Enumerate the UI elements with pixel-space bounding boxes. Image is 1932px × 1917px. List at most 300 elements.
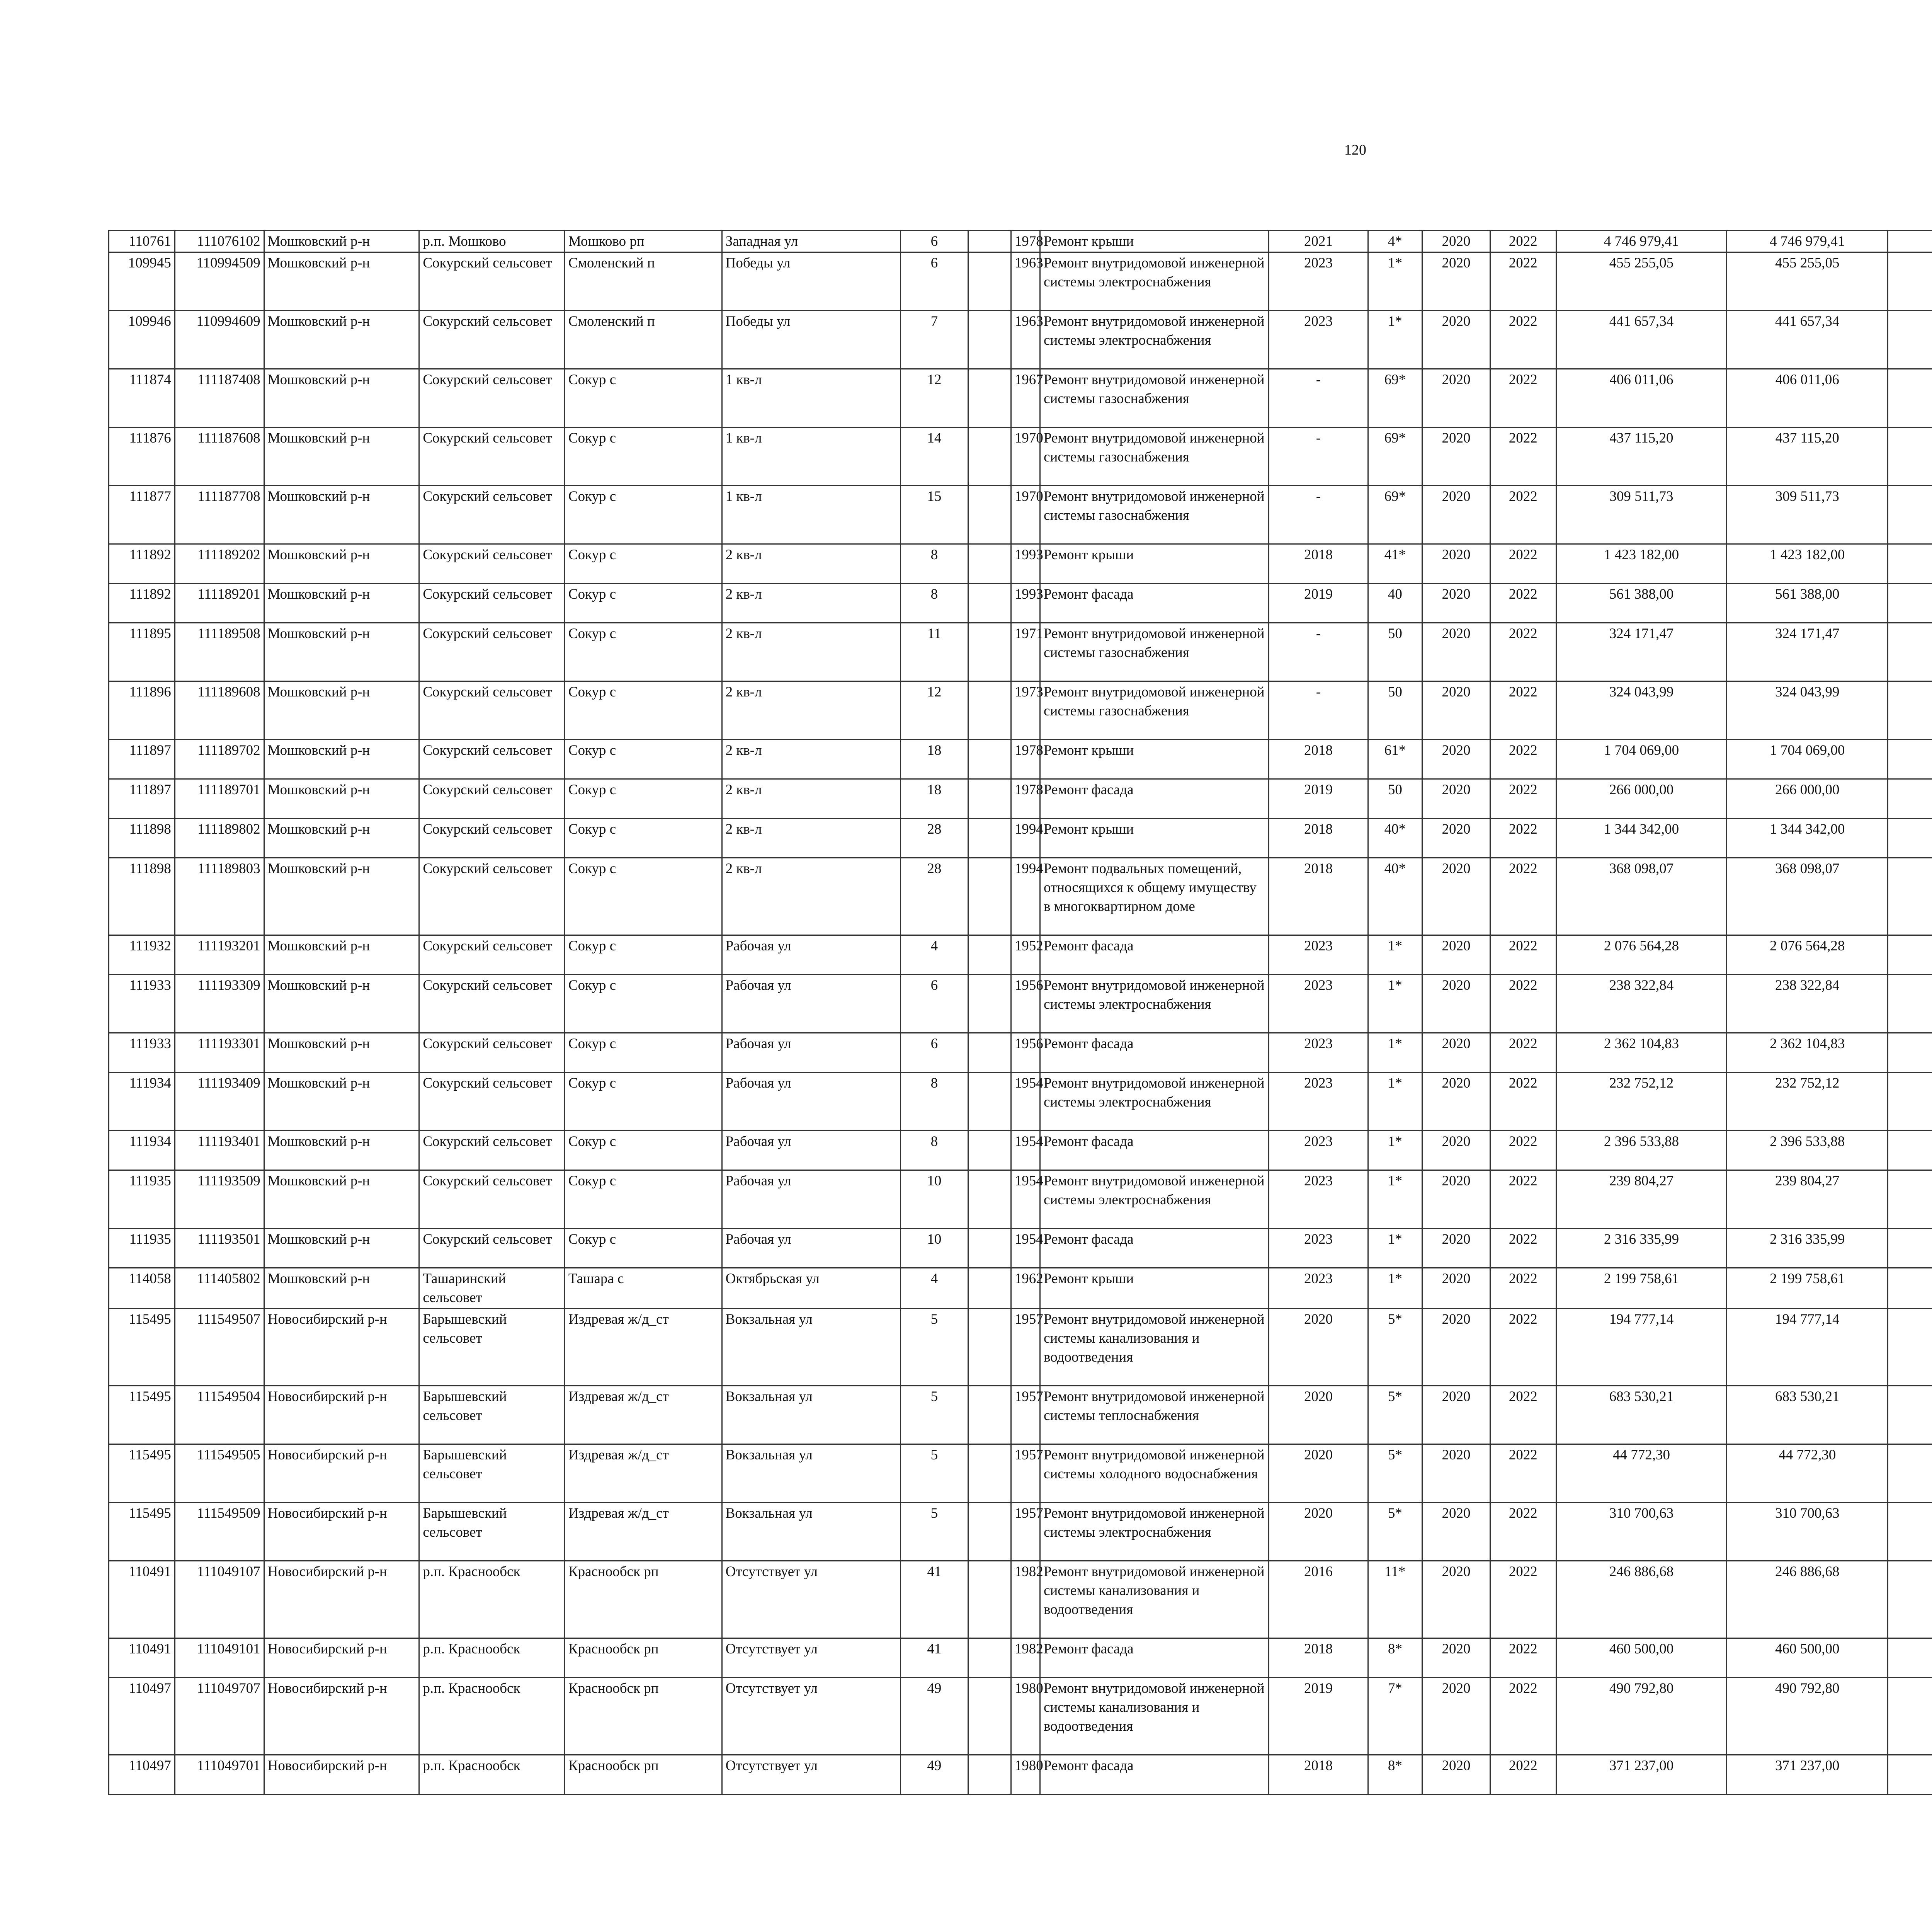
cell-end-year: 2022 [1490,1444,1556,1503]
cell-previous-year: 2018 [1269,858,1368,935]
cell-cost-federal [1888,1073,1932,1131]
cell-cost-total: 1 704 069,00 [1556,740,1727,779]
cell-year-built: 1957 [1011,1503,1040,1561]
cell-code: 111189201 [175,584,264,623]
cell-cost-fund: 2 316 335,99 [1727,1229,1888,1268]
cell-work-type: Ремонт фасада [1040,1755,1269,1794]
cell-locality: Сокур с [565,1073,722,1131]
cell-previous-year: 2023 [1269,252,1368,311]
cell-municipality: Сокурский сельсовет [419,1131,565,1170]
cell-house-number: 12 [900,681,968,740]
table-row [109,1638,1932,1678]
table-row [109,1755,1932,1794]
cell-previous-year: 2023 [1269,1229,1368,1268]
cell-building [968,1678,1011,1755]
cell-wear: 4* [1368,231,1422,252]
cell-start-year: 2020 [1422,740,1490,779]
cell-work-type: Ремонт крыши [1040,740,1269,779]
repair-program-table [108,230,1932,1795]
cell-object-id: 109945 [109,252,175,311]
cell-cost-federal [1888,1033,1932,1073]
cell-cost-total: 441 657,34 [1556,311,1727,369]
cell-wear: 1* [1368,1073,1422,1131]
cell-end-year: 2022 [1490,369,1556,427]
cell-house-number: 49 [900,1755,968,1794]
cell-object-id: 110491 [109,1638,175,1678]
cell-cost-federal [1888,740,1932,779]
cell-wear: 61* [1368,740,1422,779]
cell-year-built: 1980 [1011,1678,1040,1755]
cell-year-built: 1954 [1011,1131,1040,1170]
cell-district: Новосибирский р-н [264,1503,419,1561]
cell-start-year: 2020 [1422,779,1490,819]
cell-previous-year: 2018 [1269,1638,1368,1678]
cell-wear: 41* [1368,544,1422,584]
cell-year-built: 1957 [1011,1309,1040,1386]
cell-locality: Сокур с [565,858,722,935]
cell-wear: 50 [1368,623,1422,681]
table-row [109,975,1932,1033]
cell-code: 111193409 [175,1073,264,1131]
cell-work-type: Ремонт крыши [1040,1268,1269,1309]
cell-cost-total: 324 043,99 [1556,681,1727,740]
cell-district: Мошковский р-н [264,935,419,975]
cell-object-id: 111877 [109,486,175,544]
cell-cost-fund: 437 115,20 [1727,427,1888,486]
cell-wear: 8* [1368,1638,1422,1678]
cell-object-id: 111932 [109,935,175,975]
cell-cost-total: 310 700,63 [1556,1503,1727,1561]
cell-building [968,975,1011,1033]
cell-cost-federal [1888,1503,1932,1561]
cell-work-type: Ремонт фасада [1040,1131,1269,1170]
cell-year-built: 1978 [1011,231,1040,252]
table-row [109,779,1932,819]
cell-start-year: 2020 [1422,1386,1490,1444]
cell-start-year: 2020 [1422,1638,1490,1678]
cell-end-year: 2022 [1490,819,1556,858]
cell-object-id: 110761 [109,231,175,252]
cell-cost-federal [1888,1755,1932,1794]
cell-cost-total: 1 423 182,00 [1556,544,1727,584]
cell-municipality: Сокурский сельсовет [419,1170,565,1229]
cell-year-built: 1963 [1011,311,1040,369]
cell-code: 111049701 [175,1755,264,1794]
cell-municipality: Барышевский сельсовет [419,1444,565,1503]
cell-year-built: 1970 [1011,427,1040,486]
cell-cost-fund: 266 000,00 [1727,779,1888,819]
cell-start-year: 2020 [1422,975,1490,1033]
cell-municipality: р.п. Краснообск [419,1755,565,1794]
cell-end-year: 2022 [1490,427,1556,486]
cell-wear: 50 [1368,681,1422,740]
cell-previous-year: 2023 [1269,1131,1368,1170]
cell-building [968,1503,1011,1561]
cell-cost-fund: 194 777,14 [1727,1309,1888,1386]
cell-municipality: р.п. Краснообск [419,1561,565,1638]
cell-cost-total: 460 500,00 [1556,1638,1727,1678]
cell-object-id: 110491 [109,1561,175,1638]
cell-municipality: р.п. Краснообск [419,1638,565,1678]
cell-cost-fund: 561 388,00 [1727,584,1888,623]
cell-start-year: 2020 [1422,935,1490,975]
cell-object-id: 111934 [109,1073,175,1131]
cell-cost-fund: 371 237,00 [1727,1755,1888,1794]
cell-district: Новосибирский р-н [264,1309,419,1386]
cell-wear: 1* [1368,1268,1422,1309]
cell-house-number: 41 [900,1638,968,1678]
table-row [109,1678,1932,1755]
cell-previous-year: - [1269,623,1368,681]
cell-wear: 8* [1368,1755,1422,1794]
cell-wear: 11* [1368,1561,1422,1638]
cell-cost-total: 2 362 104,83 [1556,1033,1727,1073]
cell-start-year: 2020 [1422,1268,1490,1309]
cell-end-year: 2022 [1490,740,1556,779]
cell-object-id: 111934 [109,1131,175,1170]
cell-work-type: Ремонт внутридомовой инженерной системы газоснабжения [1040,427,1269,486]
cell-wear: 5* [1368,1386,1422,1444]
cell-year-built: 1952 [1011,935,1040,975]
table-row [109,1503,1932,1561]
cell-year-built: 1956 [1011,1033,1040,1073]
table-body [109,231,1932,1794]
cell-house-number: 28 [900,858,968,935]
cell-building [968,1073,1011,1131]
cell-street: 2 кв-л [722,584,900,623]
cell-year-built: 1982 [1011,1561,1040,1638]
cell-locality: Сокур с [565,584,722,623]
cell-wear: 40* [1368,858,1422,935]
cell-year-built: 1994 [1011,819,1040,858]
cell-end-year: 2022 [1490,1131,1556,1170]
cell-district: Мошковский р-н [264,584,419,623]
cell-building [968,1033,1011,1073]
cell-cost-federal [1888,486,1932,544]
cell-wear: 1* [1368,311,1422,369]
cell-building [968,1229,1011,1268]
cell-wear: 1* [1368,1131,1422,1170]
table-row [109,369,1932,427]
cell-start-year: 2020 [1422,1033,1490,1073]
cell-building [968,584,1011,623]
cell-year-built: 1994 [1011,858,1040,935]
cell-cost-fund: 2 396 533,88 [1727,1131,1888,1170]
cell-wear: 1* [1368,975,1422,1033]
cell-district: Мошковский р-н [264,1131,419,1170]
cell-wear: 1* [1368,252,1422,311]
cell-previous-year: 2020 [1269,1503,1368,1561]
cell-work-type: Ремонт фасада [1040,779,1269,819]
cell-locality: Мошково рп [565,231,722,252]
cell-building [968,1309,1011,1386]
cell-municipality: Сокурский сельсовет [419,1229,565,1268]
cell-cost-fund: 238 322,84 [1727,975,1888,1033]
cell-street: 2 кв-л [722,779,900,819]
cell-code: 111193301 [175,1033,264,1073]
cell-code: 111193309 [175,975,264,1033]
cell-locality: Краснообск рп [565,1638,722,1678]
cell-cost-federal [1888,975,1932,1033]
cell-cost-total: 266 000,00 [1556,779,1727,819]
cell-cost-total: 2 396 533,88 [1556,1131,1727,1170]
cell-code: 111189702 [175,740,264,779]
cell-start-year: 2020 [1422,1561,1490,1638]
cell-previous-year: 2023 [1269,1033,1368,1073]
cell-street: Рабочая ул [722,1229,900,1268]
cell-code: 111189202 [175,544,264,584]
cell-cost-federal [1888,935,1932,975]
cell-object-id: 115495 [109,1386,175,1444]
cell-municipality: Барышевский сельсовет [419,1503,565,1561]
cell-wear: 1* [1368,1229,1422,1268]
cell-district: Мошковский р-н [264,858,419,935]
cell-wear: 5* [1368,1309,1422,1386]
cell-object-id: 115495 [109,1503,175,1561]
cell-locality: Смоленский п [565,311,722,369]
cell-building [968,623,1011,681]
cell-house-number: 41 [900,1561,968,1638]
cell-district: Мошковский р-н [264,1170,419,1229]
cell-locality: Краснообск рп [565,1755,722,1794]
cell-code: 111193201 [175,935,264,975]
cell-street: Победы ул [722,311,900,369]
cell-locality: Сокур с [565,935,722,975]
cell-start-year: 2020 [1422,819,1490,858]
cell-end-year: 2022 [1490,779,1556,819]
cell-municipality: Сокурский сельсовет [419,252,565,311]
cell-street: 2 кв-л [722,819,900,858]
cell-end-year: 2022 [1490,1073,1556,1131]
cell-locality: Сокур с [565,1033,722,1073]
cell-previous-year: 2023 [1269,1268,1368,1309]
cell-street: Вокзальная ул [722,1503,900,1561]
cell-cost-total: 2 076 564,28 [1556,935,1727,975]
cell-district: Мошковский р-н [264,427,419,486]
cell-locality: Издревая ж/д_ст [565,1309,722,1386]
cell-end-year: 2022 [1490,1268,1556,1309]
cell-house-number: 14 [900,427,968,486]
cell-building [968,935,1011,975]
cell-cost-total: 561 388,00 [1556,584,1727,623]
cell-house-number: 6 [900,975,968,1033]
cell-start-year: 2020 [1422,1170,1490,1229]
cell-street: 1 кв-л [722,427,900,486]
table-row [109,427,1932,486]
cell-street: Отсутствует ул [722,1561,900,1638]
cell-cost-fund: 324 043,99 [1727,681,1888,740]
cell-house-number: 28 [900,819,968,858]
cell-building [968,681,1011,740]
cell-locality: Сокур с [565,779,722,819]
cell-object-id: 111933 [109,975,175,1033]
cell-work-type: Ремонт крыши [1040,819,1269,858]
cell-code: 111189802 [175,819,264,858]
cell-wear: 40 [1368,584,1422,623]
cell-district: Мошковский р-н [264,779,419,819]
cell-locality: Краснообск рп [565,1678,722,1755]
cell-district: Новосибирский р-н [264,1561,419,1638]
cell-start-year: 2020 [1422,1309,1490,1386]
cell-municipality: Сокурский сельсовет [419,584,565,623]
cell-wear: 1* [1368,935,1422,975]
cell-cost-federal [1888,311,1932,369]
cell-year-built: 1954 [1011,1170,1040,1229]
cell-code: 111187608 [175,427,264,486]
cell-object-id: 111935 [109,1170,175,1229]
table-row [109,819,1932,858]
cell-year-built: 1982 [1011,1638,1040,1678]
cell-work-type: Ремонт внутридомовой инженерной системы электроснабжения [1040,1170,1269,1229]
cell-cost-total: 455 255,05 [1556,252,1727,311]
cell-locality: Сокур с [565,1229,722,1268]
cell-work-type: Ремонт фасада [1040,1229,1269,1268]
cell-code: 111189608 [175,681,264,740]
cell-start-year: 2020 [1422,1229,1490,1268]
cell-previous-year: 2016 [1269,1561,1368,1638]
cell-street: 1 кв-л [722,486,900,544]
cell-cost-fund: 2 076 564,28 [1727,935,1888,975]
cell-cost-federal [1888,779,1932,819]
cell-cost-federal [1888,1170,1932,1229]
cell-code: 111193501 [175,1229,264,1268]
cell-district: Мошковский р-н [264,1033,419,1073]
cell-municipality: Барышевский сельсовет [419,1309,565,1386]
cell-previous-year: 2019 [1269,779,1368,819]
cell-district: Мошковский р-н [264,819,419,858]
cell-start-year: 2020 [1422,858,1490,935]
cell-building [968,486,1011,544]
cell-building [968,1268,1011,1309]
cell-end-year: 2022 [1490,1033,1556,1073]
cell-building [968,1444,1011,1503]
cell-district: Мошковский р-н [264,544,419,584]
cell-wear: 69* [1368,369,1422,427]
cell-municipality: Барышевский сельсовет [419,1386,565,1444]
cell-previous-year: 2019 [1269,584,1368,623]
cell-work-type: Ремонт фасада [1040,935,1269,975]
table-row [109,1309,1932,1386]
cell-previous-year: 2023 [1269,935,1368,975]
cell-start-year: 2020 [1422,231,1490,252]
cell-work-type: Ремонт фасада [1040,584,1269,623]
cell-wear: 50 [1368,779,1422,819]
cell-house-number: 6 [900,252,968,311]
cell-building [968,858,1011,935]
cell-building [968,819,1011,858]
cell-street: Рабочая ул [722,1033,900,1073]
cell-locality: Сокур с [565,623,722,681]
cell-municipality: Сокурский сельсовет [419,1033,565,1073]
cell-work-type: Ремонт внутридомовой инженерной системы электроснабжения [1040,1073,1269,1131]
cell-object-id: 111898 [109,819,175,858]
cell-year-built: 1993 [1011,584,1040,623]
cell-district: Мошковский р-н [264,311,419,369]
cell-object-id: 111933 [109,1033,175,1073]
cell-district: Мошковский р-н [264,1268,419,1309]
cell-locality: Сокур с [565,369,722,427]
cell-code: 111549509 [175,1503,264,1561]
cell-district: Мошковский р-н [264,975,419,1033]
cell-district: Мошковский р-н [264,486,419,544]
cell-end-year: 2022 [1490,252,1556,311]
cell-street: Победы ул [722,252,900,311]
cell-previous-year: 2018 [1269,1755,1368,1794]
cell-building [968,1131,1011,1170]
cell-work-type: Ремонт внутридомовой инженерной системы канализования и водоотведения [1040,1309,1269,1386]
cell-cost-fund: 455 255,05 [1727,252,1888,311]
cell-previous-year: - [1269,681,1368,740]
cell-wear: 40* [1368,819,1422,858]
cell-district: Новосибирский р-н [264,1678,419,1755]
cell-cost-fund: 4 746 979,41 [1727,231,1888,252]
cell-locality: Издревая ж/д_ст [565,1386,722,1444]
cell-street: Вокзальная ул [722,1444,900,1503]
cell-object-id: 111898 [109,858,175,935]
cell-cost-federal [1888,1309,1932,1386]
cell-code: 111549507 [175,1309,264,1386]
cell-street: Рабочая ул [722,975,900,1033]
cell-cost-fund: 1 704 069,00 [1727,740,1888,779]
cell-year-built: 1973 [1011,681,1040,740]
cell-locality: Сокур с [565,1170,722,1229]
cell-cost-fund: 44 772,30 [1727,1444,1888,1503]
cell-previous-year: 2023 [1269,975,1368,1033]
cell-district: Мошковский р-н [264,1073,419,1131]
cell-previous-year: 2020 [1269,1386,1368,1444]
cell-street: 2 кв-л [722,623,900,681]
cell-building [968,1386,1011,1444]
cell-locality: Сокур с [565,975,722,1033]
cell-start-year: 2020 [1422,1503,1490,1561]
cell-start-year: 2020 [1422,252,1490,311]
cell-code: 111049707 [175,1678,264,1755]
cell-street: Вокзальная ул [722,1386,900,1444]
cell-cost-federal [1888,623,1932,681]
cell-object-id: 115495 [109,1309,175,1386]
cell-municipality: р.п. Мошково [419,231,565,252]
cell-cost-federal [1888,858,1932,935]
table-row [109,1561,1932,1638]
cell-end-year: 2022 [1490,231,1556,252]
cell-house-number: 8 [900,1073,968,1131]
cell-cost-total: 406 011,06 [1556,369,1727,427]
cell-work-type: Ремонт внутридомовой инженерной системы канализования и водоотведения [1040,1561,1269,1638]
cell-end-year: 2022 [1490,858,1556,935]
cell-end-year: 2022 [1490,623,1556,681]
cell-code: 111187408 [175,369,264,427]
cell-district: Мошковский р-н [264,740,419,779]
cell-end-year: 2022 [1490,1503,1556,1561]
cell-previous-year: 2021 [1269,231,1368,252]
cell-locality: Издревая ж/д_ст [565,1503,722,1561]
cell-start-year: 2020 [1422,544,1490,584]
cell-municipality: Сокурский сельсовет [419,427,565,486]
cell-district: Новосибирский р-н [264,1638,419,1678]
cell-house-number: 5 [900,1386,968,1444]
cell-year-built: 1970 [1011,486,1040,544]
cell-building [968,544,1011,584]
cell-house-number: 4 [900,935,968,975]
cell-year-built: 1954 [1011,1073,1040,1131]
cell-cost-fund: 683 530,21 [1727,1386,1888,1444]
cell-building [968,1170,1011,1229]
cell-year-built: 1956 [1011,975,1040,1033]
cell-cost-federal [1888,1444,1932,1503]
cell-cost-fund: 239 804,27 [1727,1170,1888,1229]
cell-district: Мошковский р-н [264,681,419,740]
cell-building [968,311,1011,369]
